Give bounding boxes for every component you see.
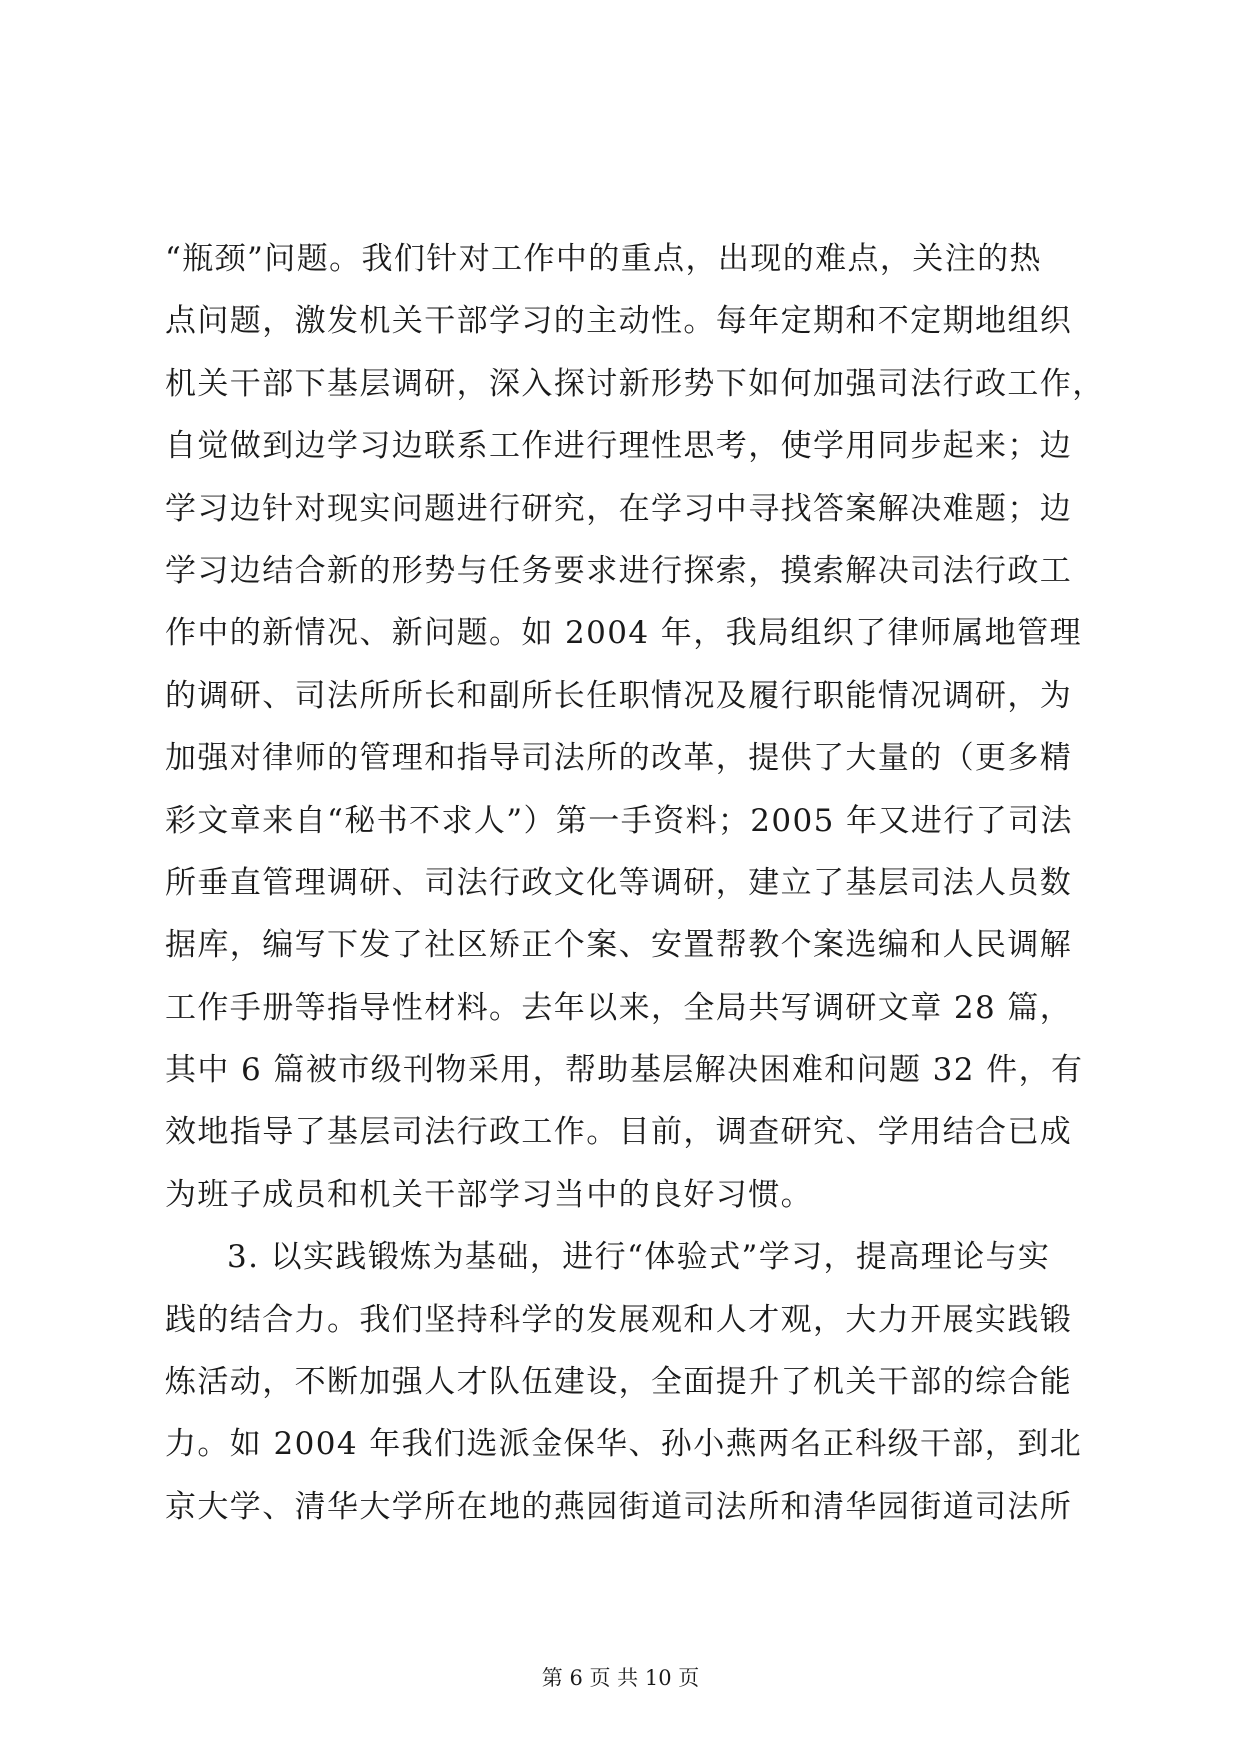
text-line: 践的结合力。我们坚持科学的发展观和人才观，大力开展实践锻 <box>165 1301 1073 1338</box>
text-line: 力。如 2004 年我们选派金保华、孙小燕两名正科级干部，到北 <box>165 1426 1082 1463</box>
text-line: 学习边针对现实问题进行研究，在学习中寻找答案解决难题；边 <box>165 490 1073 527</box>
text-line: 效地指导了基层司法行政工作。目前，调查研究、学用结合已成 <box>165 1114 1073 1151</box>
text-line: 学习边结合新的形势与任务要求进行探索，摸索解决司法行政工 <box>165 552 1073 589</box>
text-line: 加强对律师的管理和指导司法所的改革，提供了大量的（更多精 <box>165 740 1073 777</box>
text-line: 京大学、清华大学所在地的燕园街道司法所和清华园街道司法所 <box>165 1488 1073 1525</box>
paragraph-start-line: 3. 以实践锻炼为基础，进行“体验式”学习，提高理论与实 <box>227 1239 1051 1276</box>
text-line: 机关干部下基层调研，深入探讨新形势下如何加强司法行政工作， <box>165 365 1105 402</box>
text-line: 作中的新情况、新问题。如 2004 年，我局组织了律师属地管理 <box>165 615 1082 652</box>
page-number-label: 第 6 页 共 10 页 <box>541 1666 700 1690</box>
text-line: 其中 6 篇被市级刊物采用，帮助基层解决困难和问题 32 件，有 <box>165 1052 1084 1089</box>
text-line: 点问题，激发机关干部学习的主动性。每年定期和不定期地组织 <box>165 303 1073 340</box>
text-line: 的调研、司法所所长和副所长任职情况及履行职能情况调研，为 <box>165 677 1073 714</box>
body-text <box>165 228 1105 1538</box>
text-line: “瓶颈”问题。我们针对工作中的重点，出现的难点，关注的热 <box>165 241 1042 277</box>
text-line: 炼活动，不断加强人才队伍建设，全面提升了机关干部的综合能 <box>165 1364 1073 1401</box>
text-line: 为班子成员和机关干部学习当中的良好习惯。 <box>165 1176 813 1213</box>
text-line: 工作手册等指导性材料。去年以来，全局共写调研文章 28 篇， <box>165 989 1073 1026</box>
page-footer <box>0 1663 1241 1693</box>
text-line: 据库，编写下发了社区矫正个案、安置帮教个案选编和人民调解 <box>165 927 1073 964</box>
text-line: 自觉做到边学习边联系工作进行理性思考，使学用同步起来；边 <box>165 428 1073 465</box>
text-line: 所垂直管理调研、司法行政文化等调研，建立了基层司法人员数 <box>165 864 1073 901</box>
text-line: 彩文章来自“秘书不求人”）第一手资料；2005 年又进行了司法 <box>165 802 1073 839</box>
